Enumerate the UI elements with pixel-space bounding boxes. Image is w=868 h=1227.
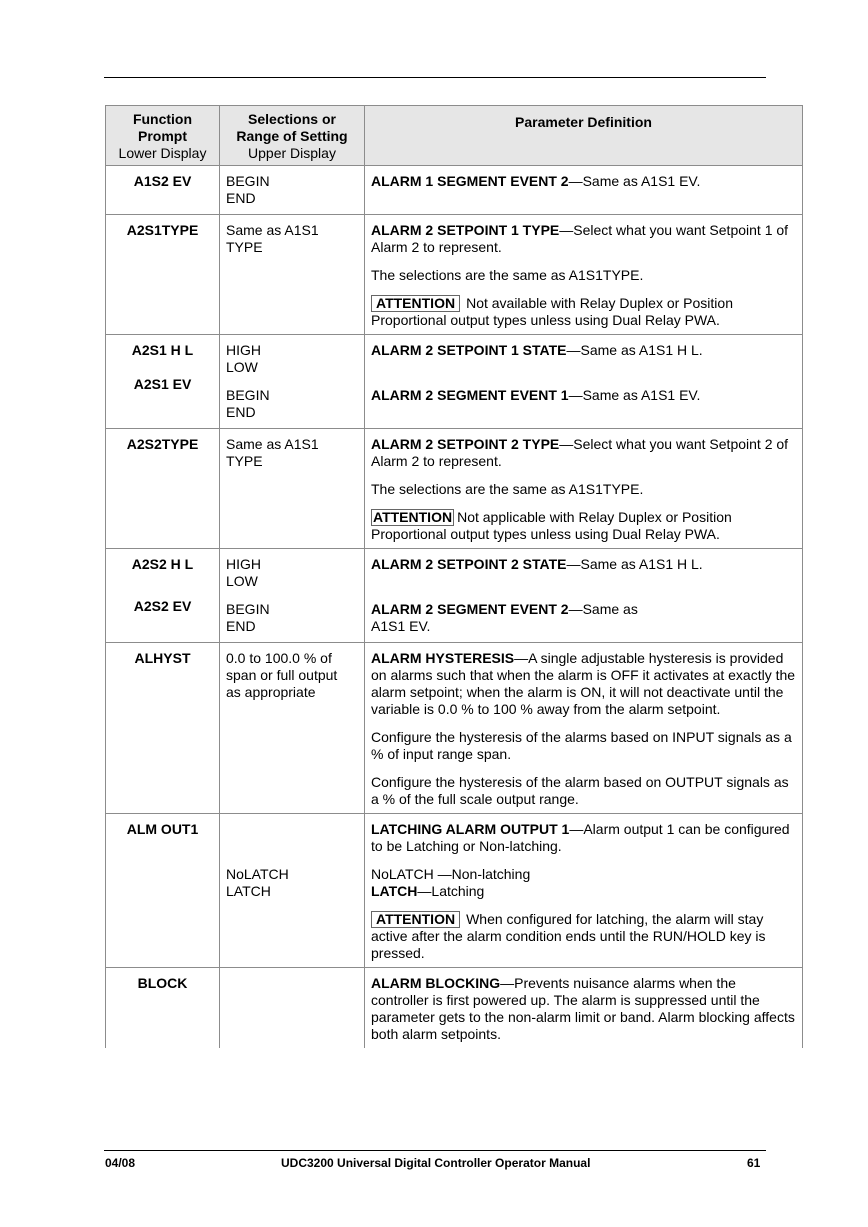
parameter-definition: ALARM 2 SETPOINT 1 TYPE—Select what you want Setpoint 1 of Alarm 2 to represent. The selections are the same as A1S1TYPE. ATTENTION Not available with Relay Duplex or Position Proportional output types unless using Dual Relay PWA. (365, 215, 803, 335)
attention-label: ATTENTION (371, 911, 460, 928)
function-prompt: A2S1TYPE (106, 215, 220, 335)
table-row (106, 643, 803, 814)
selection-values: 0.0 to 100.0 % of span or full output as appropriate (220, 643, 365, 814)
parameter-definition: ALARM HYSTERESIS—A single adjustable hysteresis is provided on alarms such that when the alarm is OFF it activates at exactly the alarm setpoint; when the alarm is ON, it will not deactivate until the variable is 0.0 % to 100 % away from the alarm setpoint. Configure the hysteresis of the alarms based on INPUT signals as a % of input range span. Configure the hysteresis of the alarm based on OUTPUT signals as a % of the full scale output range. (365, 643, 803, 814)
parameter-definition: ALARM 2 SETPOINT 1 STATE—Same as A1S1 H L. ALARM 2 SEGMENT EVENT 1—Same as A1S1 EV. (365, 335, 803, 429)
parameter-table (105, 105, 803, 1048)
parameter-definition: ALARM 1 SEGMENT EVENT 2—Same as A1S1 EV. (365, 166, 803, 215)
table-row (106, 549, 803, 643)
parameter-definition: LATCHING ALARM OUTPUT 1—Alarm output 1 can be configured to be Latching or Non-latching. NoLATCH —Non-latching LATCH—Latching ATTENTION When configured for latching, the alarm will stay active after the alarm condition ends until the RUN/HOLD key is pressed. (365, 814, 803, 968)
selection-values: Same as A1S1 TYPE (220, 215, 365, 335)
parameter-definition: ALARM BLOCKING—Prevents nuisance alarms when the controller is first powered up. The alarm is suppressed until the parameter gets to the non-alarm limit or band. Alarm blocking affects both alarm setpoints. (365, 968, 803, 1049)
function-prompt: ALHYST (106, 643, 220, 814)
footer-date: 04/08 (105, 1156, 136, 1170)
column-header-function-prompt: Function Prompt Lower Display (106, 106, 220, 166)
footer-rule (104, 1150, 766, 1151)
footer-manual-title: UDC3200 Universal Digital Controller Operator Manual (281, 1156, 591, 1170)
selection-values: HIGH LOW BEGIN END (220, 549, 365, 643)
selection-values: NoLATCH LATCH (220, 814, 365, 968)
function-prompt: A2S2 H L A2S2 EV (106, 549, 220, 643)
table-row (106, 814, 803, 968)
selection-values: Same as A1S1 TYPE (220, 429, 365, 549)
attention-label: ATTENTION (373, 509, 453, 525)
table-row (106, 335, 803, 429)
function-prompt: BLOCK (106, 968, 220, 1049)
function-prompt: A2S2TYPE (106, 429, 220, 549)
header-rule (104, 77, 766, 78)
column-header-parameter-definition: Parameter Definition (365, 106, 803, 166)
function-prompt: A2S1 H L A2S1 EV (106, 335, 220, 429)
selection-values: HIGH LOW BEGIN END (220, 335, 365, 429)
selection-values (220, 968, 365, 1049)
parameter-definition: ALARM 2 SETPOINT 2 TYPE—Select what you want Setpoint 2 of Alarm 2 to represent. The selections are the same as A1S1TYPE. ATTENTION Not applicable with Relay Duplex or Position Proportional output types unless using Dual Relay PWA. (365, 429, 803, 549)
parameter-definition: ALARM 2 SETPOINT 2 STATE—Same as A1S1 H L. ALARM 2 SEGMENT EVENT 2—Same as A1S1 EV. (365, 549, 803, 643)
selection-values: BEGIN END (220, 166, 365, 215)
function-prompt: ALM OUT1 (106, 814, 220, 968)
table-row (106, 166, 803, 215)
attention-label: ATTENTION (371, 295, 460, 312)
table-header-row (106, 106, 803, 166)
column-header-selections: Selections or Range of Setting Upper Display (220, 106, 365, 166)
table-row (106, 429, 803, 549)
table-row (106, 215, 803, 335)
table-row (106, 968, 803, 1049)
page-number: 61 (747, 1156, 761, 1170)
function-prompt: A1S2 EV (106, 166, 220, 215)
